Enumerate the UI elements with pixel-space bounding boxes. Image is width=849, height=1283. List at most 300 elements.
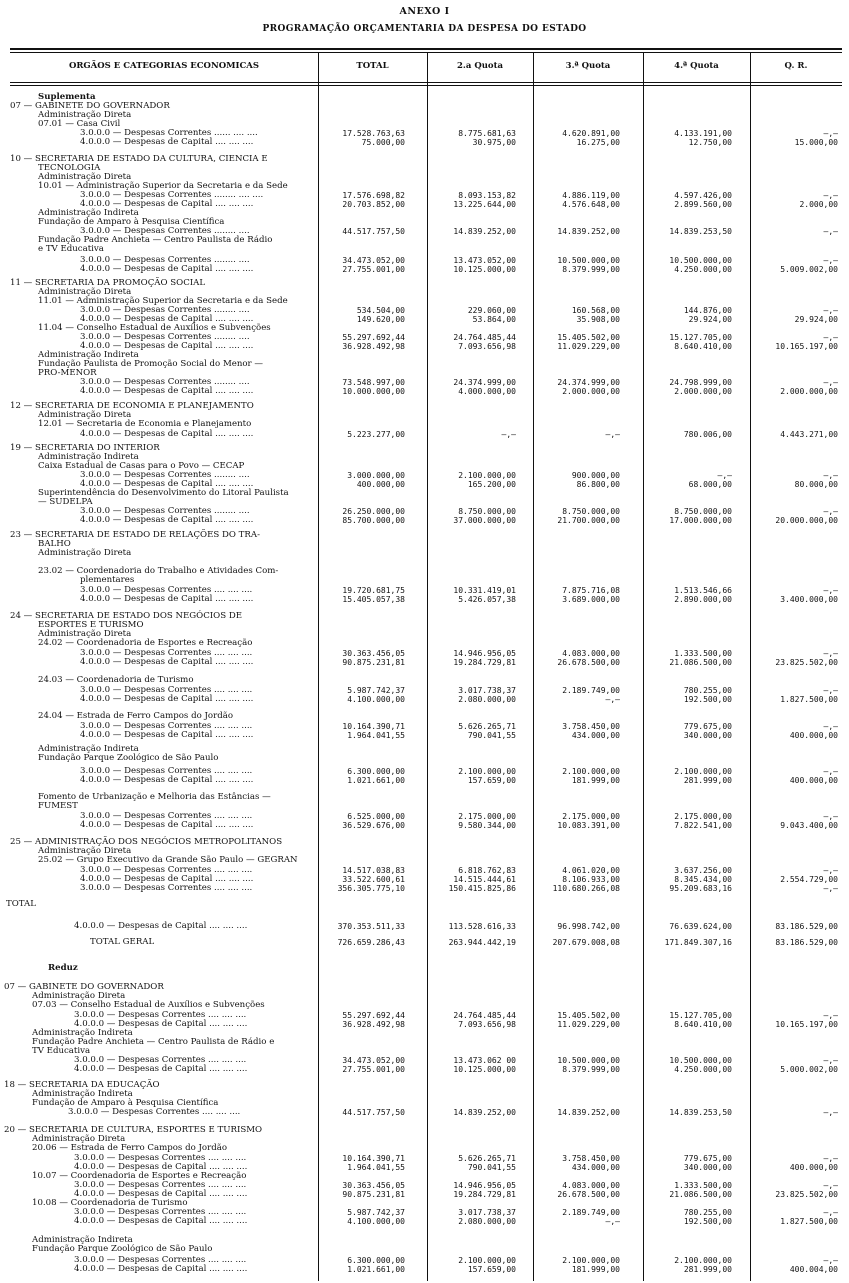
value-total: 3.000.000,00: [347, 471, 405, 480]
value-quota-2: 13.473.062 00: [453, 1056, 516, 1065]
section-label: 23 — SECRETARIA DE ESTADO DE RELAÇÕES DO TRA-: [10, 530, 260, 540]
line-item-label: 4.0.0.0 — Despesas de Capital .... .... ....: [80, 730, 254, 740]
value-quota-3: 434.000,00: [571, 731, 620, 740]
section-label: Fundação de Amparo à Pesquisa Científica: [38, 217, 225, 227]
value-quota-4: 2.100.000,00: [674, 767, 732, 776]
value-quota-4: 15.127.705,00: [669, 1011, 732, 1020]
value-total: 534.504,00: [356, 306, 405, 315]
value-quota-3: 8.379.999,00: [562, 1065, 620, 1074]
value-total: 55.297.692,44: [342, 1011, 405, 1020]
value-quota-3: 96.998.742,00: [557, 922, 620, 931]
value-total: 1.021.661,00: [347, 1265, 405, 1274]
value-quota-4: 12.750,00: [688, 138, 732, 147]
value-quota-2: 13.473.052,00: [453, 256, 516, 265]
line-item-label: 3.0.0.0 — Despesas Correntes .... .... ....: [80, 585, 253, 595]
value-total: 10.164.390,71: [342, 722, 405, 731]
line-item-label: 3.0.0.0 — Despesas Correntes ........ ....: [80, 332, 250, 342]
line-item-label: 4.0.0.0 — Despesas de Capital .... .... ....: [80, 820, 254, 830]
value-total: 75.000,00: [361, 138, 405, 147]
value-total: 27.755.001,00: [342, 265, 405, 274]
line-item-label: 4.0.0.0 — Despesas de Capital .... .... ....: [74, 1064, 248, 1074]
value-quota-3: 434.000,00: [571, 1163, 620, 1172]
value-quota-2: 10.125.000,00: [453, 1065, 516, 1074]
value-total: 14.517.038,83: [342, 866, 405, 875]
value-total: 5.987.742,37: [347, 686, 405, 695]
section-label: 11 — SECRETARIA DA PROMOÇÃO SOCIAL: [10, 278, 206, 288]
value-total: 726.659.286,43: [337, 938, 405, 947]
section-label: 07 — GABINETE DO GOVERNADOR: [4, 982, 164, 992]
value-qr: —,—: [823, 1181, 838, 1190]
value-quota-4: 2.175.000,00: [674, 812, 732, 821]
value-quota-2: 3.017.738,37: [458, 686, 516, 695]
value-total: 356.305.775,10: [337, 884, 405, 893]
value-qr: —,—: [823, 686, 838, 695]
value-total: 30.363.456,05: [342, 649, 405, 658]
value-quota-4: 68.000,00: [688, 480, 732, 489]
value-qr: —,—: [823, 227, 838, 236]
section-label: 10.01 — Administração Superior da Secretaria e da Sede: [38, 181, 288, 191]
section-label: 07.01 — Casa Civil: [38, 119, 121, 129]
line-item-label: 3.0.0.0 — Despesas Correntes ........ ....: [80, 305, 250, 315]
value-quota-3: 16.275,00: [576, 138, 620, 147]
value-total: 6.300.000,00: [347, 1256, 405, 1265]
value-quota-3: 11.029.229,00: [557, 1020, 620, 1029]
value-quota-3: 8.750.000,00: [562, 507, 620, 516]
value-quota-2: 2.080.000,00: [458, 1217, 516, 1226]
value-quota-4: 281.999,00: [683, 1265, 732, 1274]
section-label: 18 — SECRETARIA DA EDUCAÇÃO: [4, 1080, 160, 1090]
section-label: Administração Direta: [32, 991, 126, 1001]
value-quota-2: 24.374.999,00: [453, 378, 516, 387]
section-label: Administração Direta: [38, 110, 132, 120]
section-label: plementares: [80, 575, 135, 585]
value-qr: 10.165.197,00: [775, 1020, 838, 1029]
value-quota-3: 10.500.000,00: [557, 256, 620, 265]
section-label: Administração Indireta: [38, 452, 139, 462]
value-quota-4: 8.345.434,00: [674, 875, 732, 884]
line-item-label: 4.0.0.0 — Despesas de Capital .... .... ....: [80, 314, 254, 324]
value-qr: —,—: [823, 1056, 838, 1065]
value-qr: —,—: [823, 471, 838, 480]
section-label: 20.06 — Estrada de Ferro Campos do Jordão: [32, 1143, 227, 1153]
value-quota-2: 2.175.000,00: [458, 812, 516, 821]
value-quota-4: 17.000.000,00: [669, 516, 732, 525]
value-total: 55.297.692,44: [342, 333, 405, 342]
value-quota-3: 4.083.000,00: [562, 1181, 620, 1190]
value-qr: —,—: [823, 1011, 838, 1020]
value-quota-3: 11.029.229,00: [557, 342, 620, 351]
value-quota-2: 13.225.644,00: [453, 200, 516, 209]
value-quota-4: 4.133.191,00: [674, 129, 732, 138]
line-item-label: 4.0.0.0 — Despesas de Capital .... .... ....: [74, 1216, 248, 1226]
value-quota-2: 3.017.738,37: [458, 1208, 516, 1217]
value-total: 4.100.000,00: [347, 695, 405, 704]
value-quota-3: 4.620.891,00: [562, 129, 620, 138]
value-quota-4: 780.006,00: [683, 430, 732, 439]
value-qr: 400.000,00: [789, 1163, 838, 1172]
value-quota-2: 19.284.729,81: [453, 1190, 516, 1199]
value-quota-2: 2.100.000,00: [458, 1256, 516, 1265]
value-qr: 15.000,00: [794, 138, 838, 147]
value-quota-3: 35.908,00: [576, 315, 620, 324]
section-label: 12 — SECRETARIA DE ECONOMIA E PLANEJAMENTO: [10, 401, 254, 411]
value-qr: 23.825.502,00: [775, 1190, 838, 1199]
line-item-label: 3.0.0.0 — Despesas Correntes ........ ....: [80, 377, 250, 387]
line-item-label: 4.0.0.0 — Despesas de Capital .... .... ....: [80, 594, 254, 604]
value-qr: —,—: [823, 649, 838, 658]
line-item-label: 4.0.0.0 — Despesas de Capital .... .... ....: [74, 1019, 248, 1029]
section-label: 24.04 — Estrada de Ferro Campos do Jordão: [38, 711, 233, 721]
value-quota-2: 7.093.656,98: [458, 342, 516, 351]
section-label: Administração Direta: [38, 172, 132, 182]
value-quota-2: 14.946.956,05: [453, 649, 516, 658]
value-quota-2: 157.659,00: [467, 776, 516, 785]
page-title: PROGRAMAÇÃO ORÇAMENTARIA DA DESPESA DO ESTADO: [262, 24, 587, 34]
value-quota-3: 3.758.450,00: [562, 1154, 620, 1163]
value-quota-2: 14.839.252,00: [453, 1108, 516, 1117]
section-label: 10 — SECRETARIA DE ESTADO DA CULTURA, CIENCIA E: [10, 154, 268, 164]
section-label: Administração Indireta: [38, 350, 139, 360]
line-item-label: 4.0.0.0 — Despesas de Capital .... .... ....: [74, 1189, 248, 1199]
section-label: 12.01 — Secretaria de Economia e Planejamento: [38, 419, 252, 429]
value-qr: 83.186.529,00: [775, 938, 838, 947]
value-quota-4: 7.822.541,00: [674, 821, 732, 830]
value-quota-4: 340.000,00: [683, 731, 732, 740]
section-label: Administração Indireta: [32, 1235, 133, 1245]
value-quota-4: 1.333.500,00: [674, 649, 732, 658]
line-item-label: 3.0.0.0 — Despesas Correntes .... .... ....: [74, 1207, 247, 1217]
section-label: 19 — SECRETARIA DO INTERIOR: [10, 443, 160, 453]
section-label: 25 — ADMINISTRAÇÃO DOS NEGÓCIOS METROPOLITANOS: [10, 837, 283, 847]
value-total: 19.720.681,75: [342, 586, 405, 595]
section-label: 10.07 — Coordenadoria de Esportes e Recreação: [32, 1171, 247, 1181]
value-quota-3: 110.680.266,08: [552, 884, 620, 893]
section-label: 11.01 — Administração Superior da Secretaria e da Sede: [38, 296, 288, 306]
value-quota-3: 160.568,00: [571, 306, 620, 315]
value-quota-2: 5.626.265,71: [458, 1154, 516, 1163]
value-quota-3: 14.839.252,00: [557, 227, 620, 236]
value-quota-3: 4.576.648,00: [562, 200, 620, 209]
value-quota-3: 24.374.999,00: [557, 378, 620, 387]
value-quota-3: 8.106.933,00: [562, 875, 620, 884]
section-label: — SUDELPA: [38, 497, 93, 507]
line-item-label: 4.0.0.0 — Despesas de Capital .... .... ....: [80, 341, 254, 351]
value-quota-2: 790.041,55: [467, 731, 516, 740]
value-quota-4: 4.597.426,00: [674, 191, 732, 200]
value-qr: —,—: [823, 378, 838, 387]
value-quota-3: —,—: [605, 430, 620, 439]
value-total: 1.964.041,55: [347, 1163, 405, 1172]
line-item-label: 4.0.0.0 — Despesas de Capital .... .... ....: [80, 479, 254, 489]
top-rule: [10, 48, 842, 50]
value-qr: —,—: [823, 333, 838, 342]
value-quota-4: 779.675,00: [683, 1154, 732, 1163]
value-total: 20.703.852,00: [342, 200, 405, 209]
value-quota-3: 2.175.000,00: [562, 812, 620, 821]
line-item-label: 4.0.0.0 — Despesas de Capital .... .... ....: [80, 657, 254, 667]
line-item-label: 3.0.0.0 — Despesas Correntes .... .... ....: [80, 721, 253, 731]
value-total: 30.363.456,05: [342, 1181, 405, 1190]
column-divider: [427, 53, 428, 1281]
value-quota-2: 5.426.057,38: [458, 595, 516, 604]
value-quota-4: 4.250.000,00: [674, 265, 732, 274]
column-header-quota-2: 2.a Quota: [456, 61, 504, 71]
value-qr: —,—: [823, 767, 838, 776]
value-qr: 5.009.002,00: [780, 265, 838, 274]
section-label: Fundação Parque Zoológico de São Paulo: [38, 753, 219, 763]
value-quota-3: 21.700.000,00: [557, 516, 620, 525]
value-quota-3: 2.100.000,00: [562, 1256, 620, 1265]
value-total: 6.300.000,00: [347, 767, 405, 776]
value-quota-3: 15.405.502,00: [557, 333, 620, 342]
value-total: 90.875.231,81: [342, 1190, 405, 1199]
value-quota-3: 181.999,00: [571, 776, 620, 785]
line-item-label: 4.0.0.0 — Despesas de Capital .... .... ....: [80, 264, 254, 274]
value-quota-3: 10.500.000,00: [557, 1056, 620, 1065]
value-quota-2: 150.415.825,86: [448, 884, 516, 893]
column-header-total: TOTAL: [356, 61, 389, 71]
section-label: Fundação Padre Anchieta — Centro Paulista de Rádio: [38, 235, 273, 245]
section-label: 07 — GABINETE DO GOVERNADOR: [10, 101, 170, 111]
section-label: Administração Direta: [38, 548, 132, 558]
value-quota-4: 1.513.546,66: [674, 586, 732, 595]
line-item-label: 4.0.0.0 — Despesas de Capital .... .... ....: [74, 1264, 248, 1274]
value-quota-2: 7.093.656,98: [458, 1020, 516, 1029]
line-item-label: 3.0.0.0 — Despesas Correntes .... .... ....: [74, 1055, 247, 1065]
value-total: 34.473.052,00: [342, 1056, 405, 1065]
value-qr: 5.000.002,00: [780, 1065, 838, 1074]
value-quota-4: 171.849.307,16: [664, 938, 732, 947]
value-quota-3: 15.405.502,00: [557, 1011, 620, 1020]
value-qr: 20.000.000,00: [775, 516, 838, 525]
section-label: Administração Direta: [38, 846, 132, 856]
value-total: 5.987.742,37: [347, 1208, 405, 1217]
value-quota-4: —,—: [717, 471, 732, 480]
value-qr: —,—: [823, 1208, 838, 1217]
value-total: 1.021.661,00: [347, 776, 405, 785]
annex-title: ANEXO I: [399, 6, 450, 17]
value-quota-4: 8.750.000,00: [674, 507, 732, 516]
value-quota-3: 2.189.749,00: [562, 1208, 620, 1217]
line-item-label: 3.0.0.0 — Despesas Correntes ........ ....: [80, 226, 250, 236]
line-item-label: 4.0.0.0 — Despesas de Capital .... .... ....: [80, 137, 254, 147]
value-quota-4: 4.250.000,00: [674, 1065, 732, 1074]
line-item-label: 3.0.0.0 — Despesas Correntes ........ .... ....: [80, 190, 264, 200]
value-quota-2: 8.750.000,00: [458, 507, 516, 516]
section-label: e TV Educativa: [38, 244, 104, 254]
value-qr: 2.000,00: [799, 200, 838, 209]
value-quota-4: 144.876,00: [683, 306, 732, 315]
value-quota-3: 10.083.391,00: [557, 821, 620, 830]
value-quota-2: —,—: [501, 430, 516, 439]
value-quota-4: 14.839.253,50: [669, 227, 732, 236]
value-quota-2: 6.818.762,83: [458, 866, 516, 875]
value-quota-2: 2.100.000,00: [458, 471, 516, 480]
value-total: 85.700.000,00: [342, 516, 405, 525]
section-label: Administração Indireta: [32, 1028, 133, 1038]
value-qr: 10.165.197,00: [775, 342, 838, 351]
value-quota-4: 2.100.000,00: [674, 1256, 732, 1265]
value-quota-3: 7.875.716,08: [562, 586, 620, 595]
line-item-label: 3.0.0.0 — Despesas Correntes .... .... ....: [74, 1010, 247, 1020]
value-quota-4: 281.999,00: [683, 776, 732, 785]
value-total: 33.522.600,61: [342, 875, 405, 884]
value-qr: —,—: [823, 586, 838, 595]
section-label: Administração Direta: [38, 410, 132, 420]
line-item-label: 3.0.0.0 — Despesas Correntes .... .... ....: [80, 766, 253, 776]
column-header-quota-3: 3.ª Quota: [565, 61, 611, 71]
section-label: Administração Direta: [38, 287, 132, 297]
line-item-label: 3.0.0.0 — Despesas Correntes .... .... ....: [74, 1153, 247, 1163]
line-item-label: 4.0.0.0 — Despesas de Capital .... .... ....: [80, 429, 254, 439]
value-total: 17.576.698,82: [342, 191, 405, 200]
value-quota-4: 21.086.500,00: [669, 1190, 732, 1199]
value-total: 36.928.492,98: [342, 342, 405, 351]
line-item-label: 4.0.0.0 — Despesas de Capital .... .... ....: [80, 775, 254, 785]
section-label: ESPORTES E TURISMO: [38, 620, 144, 630]
value-total: 10.164.390,71: [342, 1154, 405, 1163]
line-item-label: 3.0.0.0 — Despesas Correntes ........ ....: [80, 506, 250, 516]
value-quota-4: 24.798.999,00: [669, 378, 732, 387]
section-label: 20 — SECRETARIA DE CULTURA, ESPORTES E TURISMO: [4, 1125, 263, 1135]
value-quota-2: 5.626.265,71: [458, 722, 516, 731]
value-total: 34.473.052,00: [342, 256, 405, 265]
value-quota-2: 14.946.956,05: [453, 1181, 516, 1190]
section-label: Fundação Paulista de Promoção Social do Menor —: [38, 359, 263, 369]
value-quota-4: 2.890.000,00: [674, 595, 732, 604]
value-quota-4: 10.500.000,00: [669, 1056, 732, 1065]
value-quota-4: 14.839.253,50: [669, 1108, 732, 1117]
value-quota-2: 263.944.442,19: [448, 938, 516, 947]
section-label: 25.02 — Grupo Executivo da Grande São Paulo — GEGRAN: [38, 855, 298, 865]
value-qr: 4.443.271,00: [780, 430, 838, 439]
value-qr: 2.554.729,00: [780, 875, 838, 884]
column-header-quota-4: 4.ª Quota: [674, 61, 719, 71]
value-quota-2: 113.528.616,33: [448, 922, 516, 931]
value-quota-4: 95.209.683,16: [669, 884, 732, 893]
value-qr: 29.924,00: [794, 315, 838, 324]
line-item-label: 4.0.0.0 — Despesas de Capital .... .... ....: [74, 1162, 248, 1172]
value-quota-2: 10.331.419,01: [453, 586, 516, 595]
value-quota-4: 192.500,00: [683, 1217, 732, 1226]
value-qr: 9.043.400,00: [780, 821, 838, 830]
value-qr: 83.186.529,00: [775, 922, 838, 931]
column-divider: [318, 53, 319, 1281]
section-label: PRO-MENOR: [38, 368, 97, 378]
value-qr: 1.827.500,00: [780, 695, 838, 704]
line-item-label: 3.0.0.0 — Despesas Correntes .... .... ....: [80, 648, 253, 658]
value-qr: —,—: [823, 866, 838, 875]
value-quota-3: —,—: [605, 1217, 620, 1226]
value-quota-3: 2.000.000,00: [562, 387, 620, 396]
value-total: 1.964.041,55: [347, 731, 405, 740]
value-quota-3: 3.689.000,00: [562, 595, 620, 604]
value-quota-2: 4.000.000,00: [458, 387, 516, 396]
line-item-label: TOTAL GERAL: [90, 937, 155, 947]
value-quota-2: 37.000.000,00: [453, 516, 516, 525]
value-qr: 2.000.000,00: [780, 387, 838, 396]
value-total: 400.000,00: [356, 480, 405, 489]
value-quota-2: 19.284.729,81: [453, 658, 516, 667]
value-quota-4: 779.675,00: [683, 722, 732, 731]
line-item-label: 3.0.0.0 — Despesas Correntes ........ ....: [80, 255, 250, 265]
line-item-label: 3.0.0.0 — Despesas Correntes ...... .... ....: [80, 128, 258, 138]
value-quota-4: 21.086.500,00: [669, 658, 732, 667]
section-label: Fomento de Urbanização e Melhoria das Estâncias —: [38, 792, 271, 802]
section-label: 10.08 — Coordenadoria de Turismo: [32, 1198, 188, 1208]
line-item-label: 4.0.0.0 — Despesas de Capital .... .... ....: [80, 515, 254, 525]
section-label: Fundação Padre Anchieta — Centro Paulista de Rádio e: [32, 1037, 275, 1047]
line-item-label: 3.0.0.0 — Despesas Correntes .... .... ....: [80, 685, 253, 695]
section-label: 24.03 — Coordenadoria de Turismo: [38, 675, 194, 685]
value-quota-4: 29.924,00: [688, 315, 732, 324]
section-label: 24.02 — Coordenadoria de Esportes e Recreação: [38, 638, 253, 648]
line-item-label: 4.0.0.0 — Despesas de Capital .... .... ....: [80, 199, 254, 209]
value-quota-4: 780.255,00: [683, 1208, 732, 1217]
value-qr: 80.000,00: [794, 480, 838, 489]
section-label: 11.04 — Conselho Estadual de Auxílios e Subvenções: [38, 323, 271, 333]
value-total: 10.000.000,00: [342, 387, 405, 396]
value-quota-4: 8.640.410,00: [674, 1020, 732, 1029]
line-item-label: 3.0.0.0 — Despesas Correntes ........ ....: [80, 470, 250, 480]
section-label: FUMEST: [38, 801, 78, 811]
top-rule-thin: [10, 52, 842, 53]
value-quota-3: 3.758.450,00: [562, 722, 620, 731]
value-total: 5.223.277,00: [347, 430, 405, 439]
value-quota-4: 2.899.560,00: [674, 200, 732, 209]
section-label: TECNOLOGIA: [38, 163, 101, 173]
value-quota-4: 76.639.624,00: [669, 922, 732, 931]
value-quota-3: 86.800,00: [576, 480, 620, 489]
section-label: BALHO: [38, 539, 71, 549]
value-qr: 3.400.000,00: [780, 595, 838, 604]
value-qr: —,—: [823, 191, 838, 200]
value-quota-3: 4.083.000,00: [562, 649, 620, 658]
value-qr: 1.827.500,00: [780, 1217, 838, 1226]
value-quota-2: 2.100.000,00: [458, 767, 516, 776]
value-qr: —,—: [823, 1154, 838, 1163]
header-bottom-rule-thin: [10, 85, 842, 86]
value-total: 90.875.231,81: [342, 658, 405, 667]
value-quota-3: —,—: [605, 695, 620, 704]
column-divider: [643, 53, 644, 1281]
section-label: Administração Direta: [38, 629, 132, 639]
value-total: 36.928.492,98: [342, 1020, 405, 1029]
value-total: 6.525.000,00: [347, 812, 405, 821]
value-quota-2: 229.060,00: [467, 306, 516, 315]
section-label: Administração Indireta: [38, 208, 139, 218]
value-quota-4: 780.255,00: [683, 686, 732, 695]
section-label: Fundação de Amparo à Pesquisa Científica: [32, 1098, 219, 1108]
value-quota-2: 24.764.485,44: [453, 333, 516, 342]
value-qr: 400.004,00: [789, 1265, 838, 1274]
value-quota-3: 4.886.119,00: [562, 191, 620, 200]
value-quota-3: 4.061.020,00: [562, 866, 620, 875]
line-item-label: 4.0.0.0 — Despesas de Capital .... .... ....: [74, 921, 248, 931]
value-total: 149.620,00: [356, 315, 405, 324]
value-quota-2: 30.975,00: [472, 138, 516, 147]
value-quota-3: 8.379.999,00: [562, 265, 620, 274]
section-label: Superintendência do Desenvolvimento do Litoral Paulista: [38, 488, 289, 498]
value-total: 36.529.676,00: [342, 821, 405, 830]
section-label: Suplementa: [38, 92, 96, 102]
value-total: 26.250.000,00: [342, 507, 405, 516]
value-total: 27.755.001,00: [342, 1065, 405, 1074]
value-total: 370.353.511,33: [337, 922, 405, 931]
value-qr: 400.000,00: [789, 731, 838, 740]
value-quota-3: 181.999,00: [571, 1265, 620, 1274]
value-quota-3: 2.189.749,00: [562, 686, 620, 695]
